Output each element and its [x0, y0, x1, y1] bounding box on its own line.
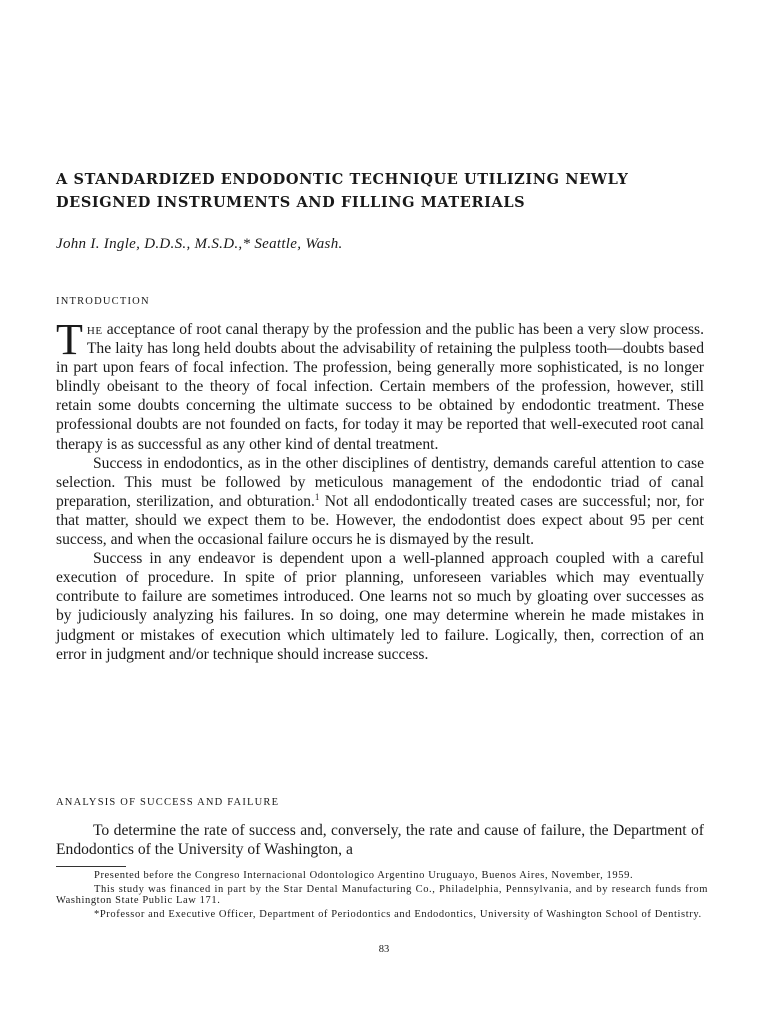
footnotes	[56, 870, 708, 922]
intro-paragraph-2-text-a: Success in endodontics, as in the other disciplines of dentistry, demands careful attention to case selection. This must be followed by meticulous management of the endodontic triad of canal preparation, sterilization, and obturation.	[56, 454, 704, 510]
introduction-body	[56, 315, 704, 664]
intro-paragraph-2	[56, 454, 704, 549]
small-caps-lead: he	[86, 321, 103, 338]
intro-paragraph-2-text-b: Not all endodontically treated cases are successful; nor, for that matter, should we expect them to be. However, the endodontist does expect about 95 per cent success, and when the occasional failure occurs he is dismayed by the result.	[56, 492, 704, 549]
article-title	[56, 168, 716, 214]
article-title-line-2: DESIGNED INSTRUMENTS AND FILLING MATERIALS	[56, 194, 526, 211]
footnote-presented: Presented before the Congreso Internacional Odontologico Argentino Uruguayo, Buenos Aires, November, 1959.	[94, 870, 634, 881]
reference-superscript: 1	[314, 491, 320, 502]
analysis-body	[56, 821, 704, 859]
footnote-author: *Professor and Executive Officer, Department of Periodontics and Endodontics, University of Washington School of Dentistry.	[94, 908, 702, 920]
intro-paragraph-1	[56, 315, 704, 454]
drop-cap: T	[56, 315, 83, 364]
author-byline: John I. Ingle, D.D.S., M.S.D.,* Seattle, Wash.	[56, 236, 343, 252]
analysis-heading: ANALYSIS OF SUCCESS AND FAILURE	[56, 797, 280, 808]
footnote-rule	[56, 866, 126, 867]
intro-paragraph-1-text: acceptance of root canal therapy by the profession and the public has been a very slow process. The laity has long held doubts about the advisability of retaining the pulpless tooth—doubts based in part upon fears of focal infection. The profession, being generally more sophisticated, is no longer blindly obeisant to the theory of focal infection. Certain members of the profession, however, still retain some doubts concerning the ultimate success to be obtained by endodontic treatment. These professional doubts are not founded on facts, for today it may be reported that well-executed root canal therapy is as successful as any other kind of dental treatment.	[56, 321, 704, 453]
article-title-line-1: A STANDARDIZED ENDODONTIC TECHNIQUE UTILIZING NEWLY	[56, 171, 629, 188]
introduction-heading: INTRODUCTION	[56, 296, 150, 307]
footnote-funding: This study was financed in part by the Star Dental Manufacturing Co., Philadelphia, Pennsylvania, and by research funds from Washington State Public Law 171.	[56, 883, 708, 906]
intro-paragraph-3: Success in any endeavor is dependent upon a well-planned approach coupled with a careful execution of procedure. In spite of prior planning, unforeseen variables which may eventually contribute to failure are sometimes introduced. One learns not so much by gloating over successes as by judiciously analyzing his failures. In so doing, one may determine wherein he made mistakes in judgment or mistakes of execution which ultimately led to failure. Logically, then, correction of an error in judgment and/or technique should increase success.	[56, 550, 704, 663]
analysis-paragraph-1: To determine the rate of success and, conversely, the rate and cause of failure, the Department of Endodontics of the University of Washington, a	[56, 822, 704, 859]
page-number: 83	[378, 944, 390, 955]
